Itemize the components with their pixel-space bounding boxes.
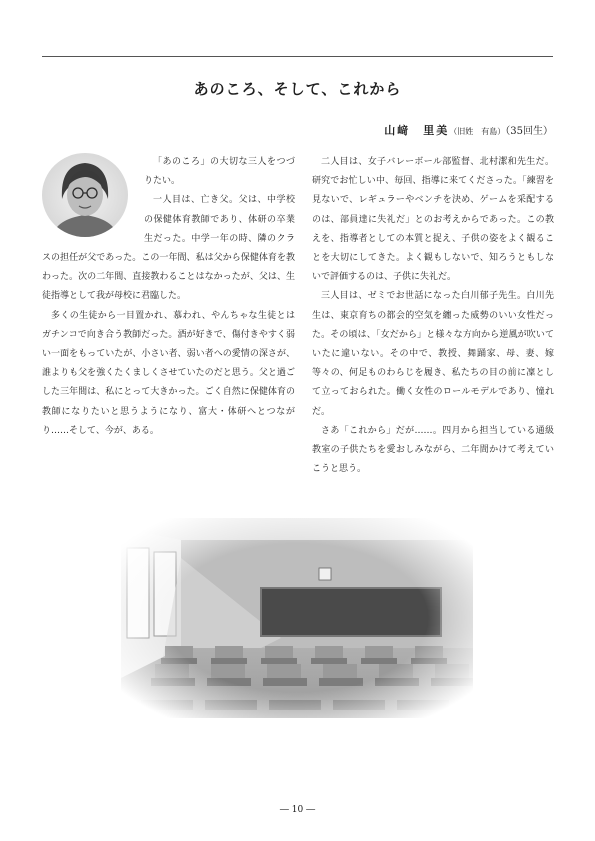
author-maiden-name: （旧姓 有島） bbox=[449, 127, 506, 136]
left-paragraph: 一人目は、亡き父。父は、中学校の保健体育教師であり、体研の卒業生だった。中学一年の時、隣のクラスの担任が父であった。この一年間、私は父から保健体育を教わった。次の二年間、直接教わることはなかったが、父は、生徒指導として我が母校に君臨した。 bbox=[42, 195, 295, 302]
classroom-illustration bbox=[121, 518, 473, 718]
article-title: あのころ、そして、これから bbox=[193, 80, 402, 98]
page-number: ― 10 ― bbox=[279, 805, 316, 815]
author-name: 山﨑 里美 bbox=[384, 124, 450, 137]
author-portrait bbox=[42, 153, 128, 237]
author-cohort: （35回生） bbox=[505, 126, 553, 137]
author-byline bbox=[384, 122, 553, 138]
header-rule bbox=[42, 56, 553, 57]
right-column bbox=[312, 153, 554, 479]
right-paragraph: 三人目は、ゼミでお世話になった白川郁子先生。白川先生は、東京育ちの都会的空気を纏った威勢のいい女性だった。その頃は、「女だから」と様々な方向から逆風が吹いていたに違いない。その中で、教授、舞踊家、母、妻、嫁等々の、何足ものわらじを履き、私たちの目の前に凜として立っておられた。働く女性のロールモデルであり、憧れだ。 bbox=[312, 291, 554, 417]
right-paragraph: 二人目は、女子バレーボール部監督、北村潔和先生だ。研究でお忙しい中、毎回、指導に来てくださった。「練習を見ないで、レギュラーやベンチを決め、ゲームを采配するのは、部員達に失礼だ」とのお考えからであった。この教えを、指導者としての本質と捉え、子供の姿をよく観ることを大切にしてきた。よく観もしないで、知ろうともしないで評価するのは、子供に失礼だ。 bbox=[312, 157, 554, 283]
left-paragraph: 多くの生徒から一目置かれ、慕われ、やんちゃな生徒とはガチンコで向き合う教師だった。酒が好きで、傷付きやすく弱い一面をもっていたが、小さい者、弱い者への愛情の深さが、誰よりも父を強くたくましくさせていたのだと思う。父と過ごした三年間は、私にとって大きかった。ごく自然に保健体育の教師になりたいと思うようになり、富大・体研へとつながり……そして、今が、ある。 bbox=[42, 310, 295, 436]
right-paragraph: さあ「これから」だが……。四月から担当している通級教室の子供たちを愛おしみながら、二年間かけて考えていこうと思う。 bbox=[312, 425, 554, 475]
left-paragraph: 「あのころ」の大切な三人をつづりたい。 bbox=[144, 157, 295, 187]
left-column bbox=[42, 153, 295, 441]
